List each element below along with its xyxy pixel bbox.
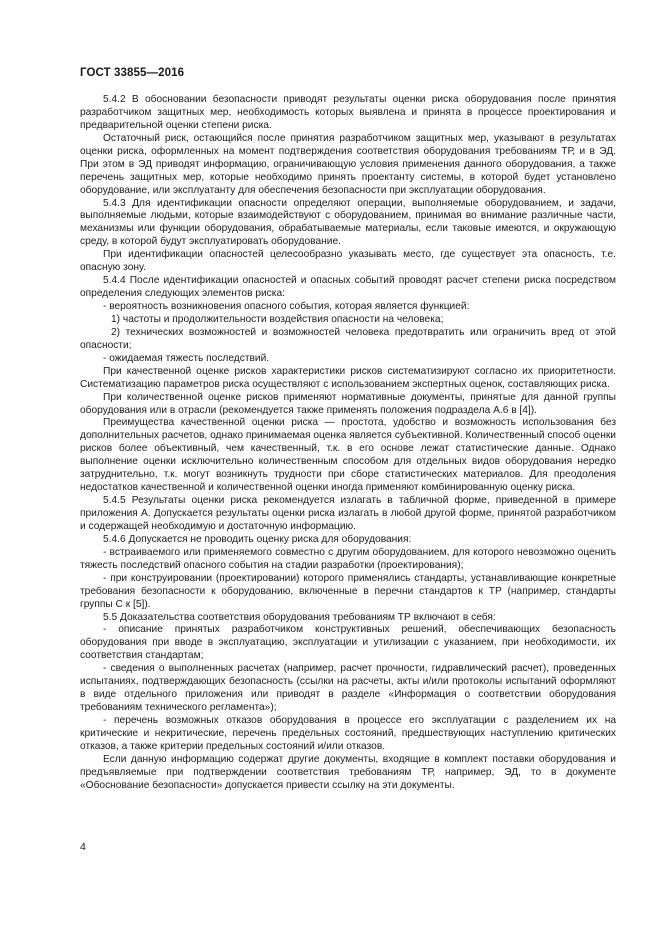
list-item-standards: - при конструировании (проектировании) которого применялись стандарты, устанавливающие конкретные требования безопасности к оборудованию, включенные в перечни стандартов к ТР (например, стандарты группы С к [5]). — [80, 572, 616, 610]
list-item-embedded: - встраиваемого или применяемого совместно с другим оборудованием, для которого невозможно оценить тяжесть последствий опасного события на стадии разработки (проектирования); — [80, 546, 616, 571]
document-body — [80, 94, 616, 793]
paragraph-5-5: 5.5 Доказательства соответствия оборудования требованиям ТР включают в себя: — [103, 611, 496, 623]
list-item-calculations: - сведения о выполненных расчетах (например, расчет прочности, гидравлический расчет), проведенных испытаниях, подтверждающих безопасность (ссылки на расчеты, акты и/или протоколы испытаний оформляют в виде отдельного приложения или приводят в разделе «Информация о соответствии оборудования требованиям технического регламента»); — [80, 663, 616, 714]
list-item-frequency: 1) частоты и продолжительности воздействия опасности на человека; — [111, 313, 444, 325]
list-item-failures: - перечень возможных отказов оборудования в процессе его эксплуатации с разделением их на критические и некритические, перечень предельных состояний, предшествующих наступлению критических отказов, а также критерии предельных состояний и/или отказов. — [80, 715, 616, 752]
paragraph-5-4-6: 5.4.6 Допускается не проводить оценку риска для оборудования: — [103, 533, 412, 545]
list-item-capabilities: 2) технических возможностей и возможностей человека предотвратить или ограничить вред от этой опасности; — [80, 326, 616, 351]
list-item-design-solutions: - описание принятых разработчиком конструктивных решений, обеспечивающих безопасность оборудования при вводе в эксплуатацию, эксплуатации и утилизации с указанием, при необходимости, их соответствия стандартам; — [80, 624, 616, 662]
page-number: 4 — [80, 841, 86, 853]
paragraph-5-4-2: 5.4.2 В обосновании безопасности приводят результаты оценки риска оборудования после принятия разработчиком защитных мер, необходимость которых выявлена и принята в процессе проектирования и предварительной оценки степени риска. — [80, 94, 616, 131]
paragraph-references: Если данную информацию содержат другие документы, входящие в комплект поставки оборудования и предъявляемые при подтверждении соответствия требованиям ТР, например, ЭД, то в документе «Обоснование безопасности» допускается привести ссылку на эти документы. — [80, 753, 616, 791]
paragraph-quantitative: При количественной оценке рисков применяют нормативные документы, принятые для данной группы оборудования или в отрасли (рекомендуется также применять положения подраздела А.6 в [4]). — [80, 391, 616, 416]
paragraph-5-4-5: 5.4.5 Результаты оценки риска рекомендуется излагать в табличной форме, приведенной в примере приложения А. Допускается результаты оценки риска излагать в любой другой форме, принятой разработчиком и содержащей необходимую и достаточную информацию. — [80, 495, 616, 532]
paragraph-advantages: Преимущества качественной оценки риска — простота, удобство и возможность использования без дополнительных расчетов, однако принимаемая оценка является субъективной. Количественный способ оценки рисков более объективный, чем качественный, т.к. в его основе лежат статистические данные. Однако выполнение оценки исключительно количественным способом для отдельных видов оборудования нередко затруднительно, т.к. могут возникнуть трудности при сборе статистических материалов. Для преодоления недостатков качественной и количественной оценки иногда применяют комбинированную оценку риска. — [80, 417, 616, 494]
paragraph-5-4-4: 5.4.4 После идентификации опасностей и опасных событий проводят расчет степени риска посредством определения следующих элементов риска: — [80, 275, 616, 300]
paragraph-residual-risk: Остаточный риск, остающийся после принятия разработчиком защитных мер, указывают в результатах оценки риска, оформленных на момент подтверждения соответствия оборудования требованиям ТР, и в ЭД. При этом в ЭД приводят информацию, ограничивающую условия применения данного оборудования, а также перечень защитных мер, которые необходимо принять проектанту системы, в которой будет установлено оборудование, или эксплуатанту для обеспечения безопасности при эксплуатации оборудования. — [80, 132, 616, 196]
paragraph-5-4-3: 5.4.3 Для идентификации опасности определяют операции, выполняемые оборудованием, и задачи, выполняемые людьми, которые взаимодействуют с оборудованием, принимая во внимание различные части, механизмы или функции оборудования, обрабатываемые материалы, если таковые имеются, и окружающую среду, в которой будут эксплуатировать оборудование. — [80, 197, 616, 248]
list-item-probability: - вероятность возникновения опасного события, которая является функцией: — [103, 301, 470, 312]
list-item-severity: - ожидаемая тяжесть последствий. — [103, 352, 270, 364]
paragraph-hazard-zone: При идентификации опасностей целесообразно указывать место, где существует эта опасность, т.е. опасную зону. — [80, 249, 616, 274]
paragraph-qualitative: При качественной оценке рисков характеристики рисков систематизируют согласно их приоритетности. Систематизацию параметров риска осуществляют с использованием экспертных оценок, составляющих риска. — [80, 365, 616, 390]
page-header: ГОСТ 33855—2016 — [80, 67, 185, 79]
